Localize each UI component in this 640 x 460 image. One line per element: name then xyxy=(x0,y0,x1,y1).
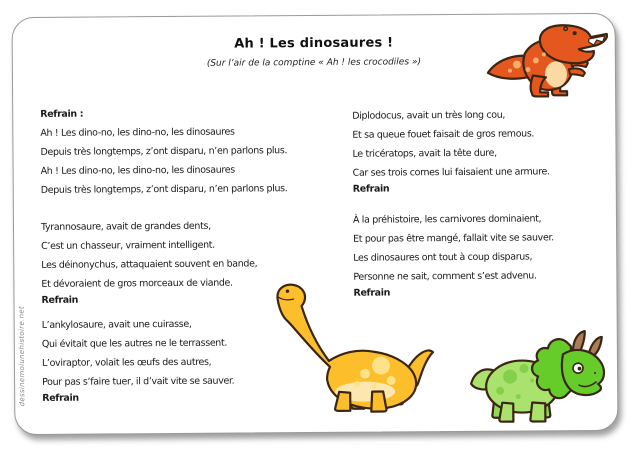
refrain-label: Refrain : xyxy=(40,108,84,120)
diplodocus-illustration xyxy=(266,279,437,414)
page-subtitle: (Sur l’air de la comptine « Ah ! les crocodiles ») xyxy=(206,57,421,69)
watermark-credit: dessinemoiunehistoire.net xyxy=(17,306,27,407)
lyric-line: Diplodocus, avait un très long cou, xyxy=(352,109,506,122)
lyric-line: Ah ! Les dino-no, les dino-no, les dinosaures xyxy=(40,164,235,177)
lyric-line: L’oviraptor, volait les œufs des autres, xyxy=(41,356,212,369)
trex-illustration xyxy=(485,23,614,100)
refrain-label: Refrain xyxy=(352,183,390,195)
triceratops-illustration xyxy=(468,328,609,424)
trex-arm-lower xyxy=(569,68,585,76)
verse-ankylosaure xyxy=(42,315,235,406)
lyric-line: L’ankylosaure, avait une cuirasse, xyxy=(41,318,192,331)
diplodocus-eye xyxy=(286,289,289,292)
lyric-line: Personne ne sait, comment s’est advenu. xyxy=(353,270,537,283)
lyric-line: Depuis très longtemps, z’ont disparu, n’en parlons plus. xyxy=(40,145,288,158)
lyric-line: Et dévoraient de gros morceaux de viande. xyxy=(41,277,233,290)
refrain-label: Refrain xyxy=(353,287,391,299)
lyric-line: Ah ! Les dino-no, les dino-no, les dinosaures xyxy=(40,126,235,139)
lyric-line: Les déinonychus, attaquaient souvent en bande, xyxy=(41,258,258,271)
lyric-line: Car ses trois cornes lui faisaient une armure. xyxy=(352,166,550,179)
lyric-line: Pour pas s’faire tuer, il d’vait vite se sauver. xyxy=(42,375,235,388)
triceratops-nostril xyxy=(594,372,596,374)
lyric-line: Les dinosaures ont tout à coup disparus, xyxy=(353,251,533,264)
page-title: Ah ! Les dinosaures ! xyxy=(234,35,394,52)
verse-diplodocus xyxy=(352,105,550,196)
triceratops-near-front-leg xyxy=(530,402,545,421)
lyric-line: C’est un chasseur, vraiment intelligent. xyxy=(41,239,215,252)
triceratops-head xyxy=(562,350,604,395)
song-sheet-card xyxy=(12,13,619,435)
lyric-line: Qui évitait que les autres ne le terrassent. xyxy=(41,337,228,350)
refrain-label: Refrain xyxy=(41,294,79,306)
trex-eye xyxy=(573,31,577,35)
trex-head xyxy=(540,25,607,63)
refrain-block xyxy=(40,103,287,200)
triceratops-near-back-leg xyxy=(499,403,513,422)
trex-head-dot xyxy=(564,27,568,31)
lyric-line: Tyrannosaure, avait de grandes dents, xyxy=(40,220,211,233)
diplodocus-near-back-leg xyxy=(371,392,386,412)
lyric-line: Le tricératops, avait la tête dure, xyxy=(352,147,497,160)
lyric-line: À la préhistoire, les carnivores dominaient, xyxy=(352,213,542,226)
triceratops-pupil xyxy=(578,367,582,371)
lyric-line: Depuis très longtemps, z’ont disparu, n’en parlons plus. xyxy=(40,183,288,196)
lyric-line: Et pour pas être mangé, fallait vite se sauver. xyxy=(353,232,554,245)
trex-belly xyxy=(545,61,567,87)
lyric-line: Et sa queue fouet faisait de gros remous. xyxy=(352,128,535,141)
verse-tyrannosaure xyxy=(41,216,258,308)
refrain-label: Refrain xyxy=(42,392,79,404)
